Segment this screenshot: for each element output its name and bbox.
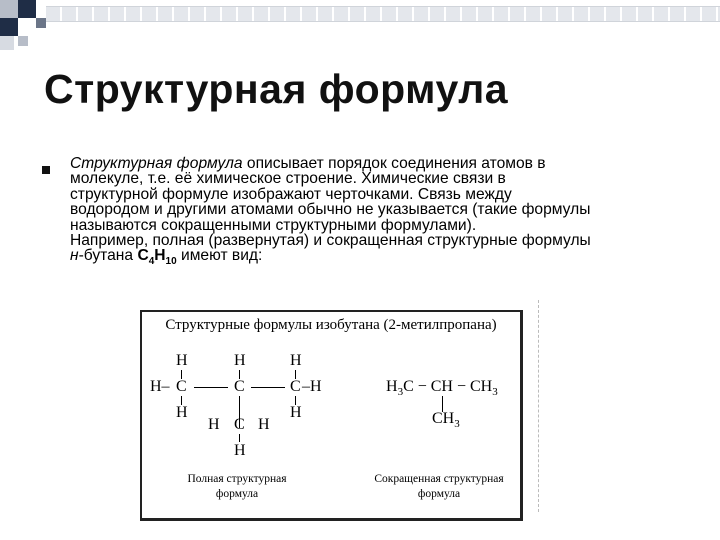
text-line: молекуле, т.е. её химическое строение. Химические связи в	[70, 170, 506, 188]
decor-square	[18, 18, 36, 36]
term: Структурная формула	[70, 155, 243, 172]
text-line: водородом и другими атомами обычно не указывается (такие формулы	[70, 201, 591, 219]
decor-square	[36, 18, 46, 28]
atom-c: C	[234, 416, 245, 433]
atom-c: C	[176, 378, 187, 395]
divider	[536, 300, 539, 512]
decor-square	[0, 18, 18, 36]
figure-title: Структурные формулы изобутана (2-метилпропана)	[165, 317, 497, 333]
bullet-square-icon	[42, 166, 50, 174]
atom-h: H	[290, 404, 302, 421]
butane-formula: $C_4H_{10}$	[137, 247, 177, 268]
atom-h: H	[208, 416, 220, 433]
text-line: н-бутана $C_4H_{10}$ имеют вид:	[70, 247, 263, 268]
text-line: называются сокращенными структурными формулами).	[70, 216, 477, 234]
bond	[194, 387, 228, 388]
atom-h: H	[176, 352, 188, 369]
bond	[251, 387, 285, 388]
short-formula-caption: Сокращенная структурная формула	[374, 473, 504, 500]
structural-formula-figure	[140, 310, 523, 521]
atom-h: H	[234, 352, 246, 369]
text-line: Например, полная (развернутая) и сокращенная структурные формулы	[70, 232, 591, 250]
atom-h: H	[258, 416, 270, 433]
atom-h: H–	[150, 378, 170, 395]
page-title: Структурная формула	[44, 66, 509, 112]
decor-square	[18, 0, 36, 18]
condensed-branch: $CH_3$	[432, 410, 460, 431]
atom-h: H	[176, 404, 188, 421]
full-formula-caption: Полная структурная формула	[187, 473, 287, 500]
text-line: описывает порядок соединения атомов в	[242, 155, 546, 172]
top-rule	[46, 6, 720, 22]
text-line: структурной формуле изображают черточками. Связь между	[70, 185, 512, 203]
bullet-text	[70, 155, 680, 268]
atom-c: C	[234, 378, 245, 395]
atom-c: C	[290, 378, 301, 395]
decor-square	[0, 0, 18, 18]
atom-h: H	[290, 352, 302, 369]
atom-h: H	[234, 442, 246, 459]
condensed-chain: $H_3C$ − CH − $CH_3$	[386, 378, 498, 399]
atom-h: –H	[302, 378, 322, 395]
bond	[239, 434, 240, 442]
decor-square	[18, 36, 28, 46]
decor-square	[0, 36, 14, 50]
